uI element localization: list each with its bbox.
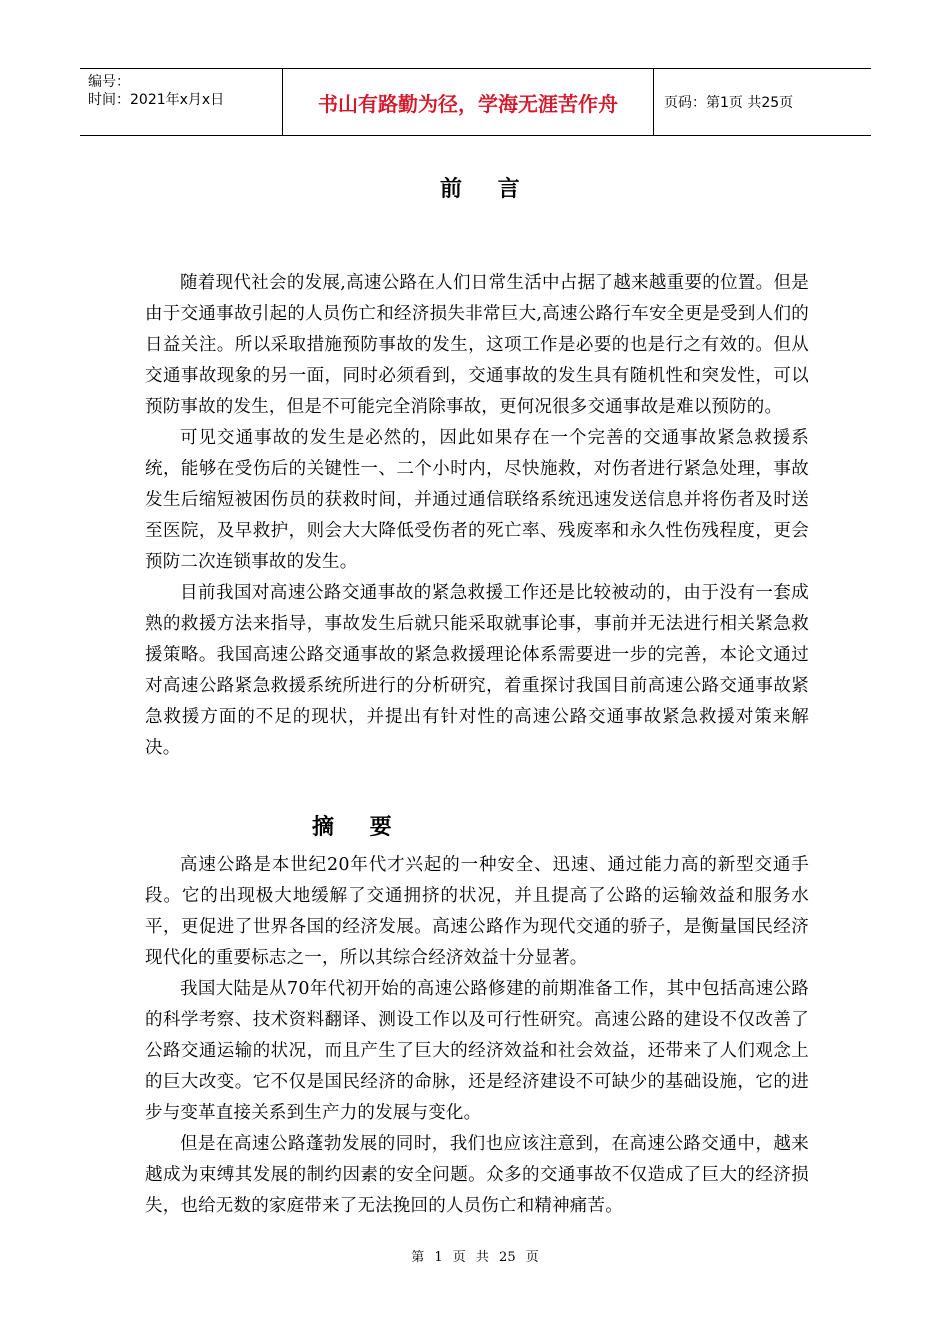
abstract-paragraph: 但是在高速公路蓬勃发展的同时，我们也应该注意到，在高速公路交通中，越来越成为束缚其发展的制约因素的安全问题。众多的交通事故不仅造成了巨大的经济损失，也给无数的家庭带来了无法挽回的人员伤亡和精神痛苦。: [145, 1134, 809, 1216]
page-header: [80, 68, 871, 136]
page-footer: 第 1 页 共 25 页: [411, 1250, 539, 1265]
header-motto: 书山有路勤为径，学海无涯苦作舟: [282, 69, 654, 135]
preface-paragraph: 可见交通事故的发生是必然的，因此如果存在一个完善的交通事故紧急救援系统，能够在受伤后的关键性一、二个小时内，尽快施救，对伤者进行紧急处理，事故发生后缩短被困伤员的获救时间，并通过通信联络系统迅速发送信息并将伤者及时送至医院，及早救护，则会大大降低受伤者的死亡率、残废率和永久性伤残程度，更会预防二次连锁事故的发生。: [145, 428, 809, 572]
time-label: 时间：2021年x月x日: [88, 92, 225, 108]
preface-paragraph: 目前我国对高速公路交通事故的紧急救援工作还是比较被动的，由于没有一套成熟的救援方法来指导，事故发生后就只能采取就事论事，事前并无法进行相关紧急救援策略。我国高速公路交通事故的紧急救援理论体系需要进一步的完善，本论文通过对高速公路紧急救援系统所进行的分析研究，着重探讨我国目前高速公路交通事故紧急救援方面的不足的现状，并提出有针对性的高速公路交通事故紧急救援对策来解决。: [145, 583, 809, 758]
abstract-paragraph: 我国大陆是从70年代初开始的高速公路修建的前期准备工作，其中包括高速公路的科学考察、技术资料翻译、测设工作以及可行性研究。高速公路的建设不仅改善了公路交通运输的状况，而且产生了巨大的经济效益和社会效益，还带来了人们观念上的巨大改变。它不仅是国民经济的命脉，还是经济建设不可缺少的基础设施，它的进步与变革直接关系到生产力的发展与变化。: [145, 979, 809, 1123]
header-meta: [80, 69, 282, 135]
number-label: 编号：: [88, 74, 130, 90]
header-page-info: 页码：第1页 共25页: [664, 95, 794, 111]
abstract-body: [145, 850, 809, 1222]
preface-title: 前 言: [440, 176, 534, 202]
abstract-title: 摘 要: [312, 814, 406, 840]
abstract-paragraph: 高速公路是本世纪20年代才兴起的一种安全、迅速、通过能力高的新型交通手段。它的出现极大地缓解了交通拥挤的状况，并且提高了公路的运输效益和服务水平，更促进了世界各国的经济发展。高速公路作为现代交通的骄子，是衡量国民经济现代化的重要标志之一，所以其综合经济效益十分显著。: [145, 855, 809, 968]
preface-body: [145, 268, 809, 764]
preface-paragraph: 随着现代社会的发展,高速公路在人们日常生活中占据了越来越重要的位置。但是由于交通事故引起的人员伤亡和经济损失非常巨大,高速公路行车安全更是受到人们的日益关注。所以采取措施预防事故的发生，这项工作是必要的也是行之有效的。但从交通事故现象的另一面，同时必须看到，交通事故的发生具有随机性和突发性，可以预防事故的发生，但是不可能完全消除事故，更何况很多交通事故是难以预防的。: [145, 273, 809, 417]
